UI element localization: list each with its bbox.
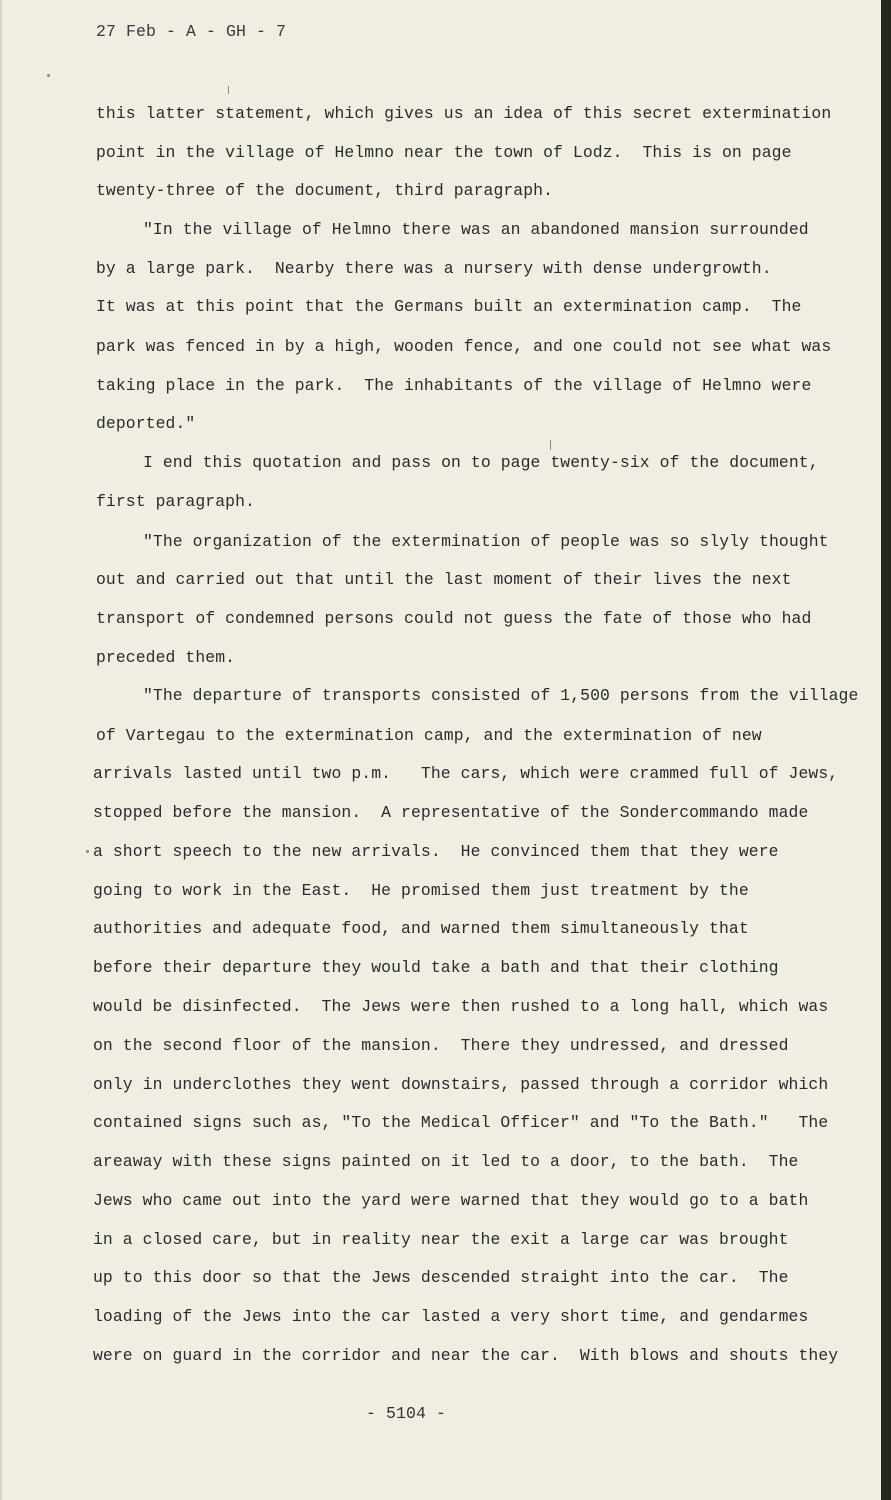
text-line: on the second floor of the mansion. There they undressed, and dressed — [93, 1036, 789, 1055]
text-line: transport of condemned persons could not guess the fate of those who had — [96, 609, 812, 628]
text-line: Jews who came out into the yard were warned that they would go to a bath — [93, 1191, 809, 1210]
page-number: - 5104 - — [366, 1404, 447, 1423]
paper-speck — [47, 74, 50, 77]
text-line: twenty-three of the document, third paragraph. — [96, 181, 554, 200]
text-line: taking place in the park. The inhabitants of the village of Helmno were — [96, 376, 812, 395]
text-line: "The organization of the extermination of people was so slyly thought — [143, 532, 829, 551]
paper-speck — [228, 86, 229, 94]
text-line: were on guard in the corridor and near the car. With blows and shouts they — [93, 1346, 839, 1365]
text-line: loading of the Jews into the car lasted a very short time, and gendarmes — [93, 1307, 809, 1326]
text-line: of Vartegau to the extermination camp, and the extermination of new — [96, 726, 762, 745]
text-line: contained signs such as, "To the Medical Officer" and "To the Bath." The — [93, 1113, 829, 1132]
text-line: arrivals lasted until two p.m. The cars, which were crammed full of Jews, — [93, 764, 839, 783]
text-line: It was at this point that the Germans built an extermination camp. The — [96, 297, 802, 316]
paper-speck — [86, 850, 89, 853]
text-line: "The departure of transports consisted of 1,500 persons from the village — [143, 686, 859, 705]
text-line: a short speech to the new arrivals. He convinced them that they were — [93, 842, 779, 861]
text-line: park was fenced in by a high, wooden fence, and one could not see what was — [96, 337, 832, 356]
text-line: areaway with these signs painted on it led to a door, to the bath. The — [93, 1152, 799, 1171]
text-line: "In the village of Helmno there was an abandoned mansion surrounded — [143, 220, 809, 239]
text-line: stopped before the mansion. A representative of the Sondercommando made — [93, 803, 809, 822]
text-line: authorities and adequate food, and warned them simultaneously that — [93, 919, 749, 938]
page-edge — [881, 0, 891, 1500]
text-line: up to this door so that the Jews descended straight into the car. The — [93, 1268, 789, 1287]
text-line: out and carried out that until the last moment of their lives the next — [96, 570, 792, 589]
text-line: would be disinfected. The Jews were then rushed to a long hall, which was — [93, 997, 829, 1016]
text-line: this latter statement, which gives us an idea of this secret extermination — [96, 104, 832, 123]
text-line: first paragraph. — [96, 492, 255, 511]
text-line: I end this quotation and pass on to page twenty-six of the document, — [143, 453, 819, 472]
text-line: going to work in the East. He promised them just treatment by the — [93, 881, 749, 900]
text-line: point in the village of Helmno near the town of Lodz. This is on page — [96, 143, 792, 162]
text-line: before their departure they would take a bath and that their clothing — [93, 958, 779, 977]
paper-speck — [550, 440, 551, 450]
text-line: in a closed care, but in reality near the exit a large car was brought — [93, 1230, 789, 1249]
text-line: only in underclothes they went downstairs, passed through a corridor which — [93, 1075, 829, 1094]
text-line: by a large park. Nearby there was a nursery with dense undergrowth. — [96, 259, 772, 278]
text-line: deported." — [96, 414, 196, 433]
page-header: 27 Feb - A - GH - 7 — [96, 22, 287, 41]
text-line: preceded them. — [96, 648, 236, 667]
